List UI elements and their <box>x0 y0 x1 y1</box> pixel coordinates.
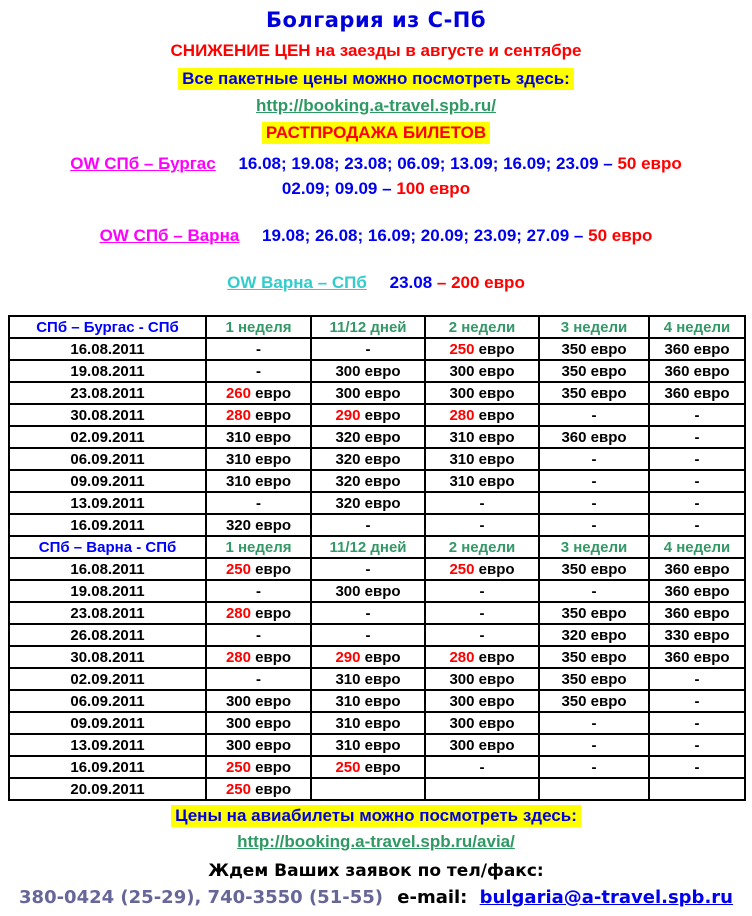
price-cell: - <box>539 734 649 756</box>
price-cell: 290 евро <box>311 646 425 668</box>
date-cell: 23.08.2011 <box>9 382 206 404</box>
ow-dates: 23.08 <box>389 273 433 292</box>
table-row <box>9 690 745 712</box>
price-cell: 300 евро <box>425 734 539 756</box>
price-cell: 320 евро <box>539 624 649 646</box>
price-cell: 280 евро <box>206 404 311 426</box>
sale-banner: РАСТПРОДАЖА БИЛЕТОВ <box>262 122 490 144</box>
date-cell: 16.09.2011 <box>9 514 206 536</box>
price-cell: - <box>311 514 425 536</box>
price-cell: 330 евро <box>649 624 745 646</box>
price-cell: 360 евро <box>649 646 745 668</box>
price-cell: 350 евро <box>539 646 649 668</box>
price-cell: 350 евро <box>539 690 649 712</box>
avia-link-line <box>0 832 752 852</box>
price-cell: 300 евро <box>206 734 311 756</box>
price-cell <box>425 778 539 800</box>
ow-price: – 200 евро <box>436 273 525 292</box>
price-cell: 360 евро <box>649 558 745 580</box>
date-cell: 19.08.2011 <box>9 360 206 382</box>
package-prices-label: Все пакетные цены можно посмотреть здесь: <box>178 68 574 90</box>
ow-dates: 19.08; 26.08; 16.09; 20.09; 23.09; 27.09 – <box>262 226 584 245</box>
date-cell: 09.09.2011 <box>9 470 206 492</box>
price-cell: - <box>539 448 649 470</box>
price-cell: - <box>425 492 539 514</box>
date-cell: 06.09.2011 <box>9 448 206 470</box>
ow-price: 100 евро <box>396 179 471 198</box>
avia-prices-label: Цены на авиабилеты можно посмотреть здесь: <box>171 805 581 827</box>
date-cell: 02.09.2011 <box>9 426 206 448</box>
price-cell: 320 евро <box>311 426 425 448</box>
table-row <box>9 624 745 646</box>
ow-route-burgas: OW СПб – Бургас <box>70 154 216 173</box>
price-cell: - <box>649 404 745 426</box>
table-row <box>9 426 745 448</box>
ow-route-varna: OW СПб – Варна <box>99 226 240 245</box>
email-label: e-mail: <box>397 887 468 908</box>
price-cell: 280 евро <box>425 646 539 668</box>
date-cell: 19.08.2011 <box>9 580 206 602</box>
ow-dates: 16.08; 19.08; 23.08; 06.09; 13.09; 16.09; 23.09 – <box>238 154 613 173</box>
price-cell: 310 евро <box>425 426 539 448</box>
date-cell: 09.09.2011 <box>9 712 206 734</box>
price-cell: 280 евро <box>206 646 311 668</box>
price-cell: 360 евро <box>649 580 745 602</box>
duration-header-cell: 4 недели <box>649 536 745 558</box>
page-title: Болгария из С-Пб <box>265 8 487 32</box>
price-cell: 360 евро <box>539 426 649 448</box>
route-header-cell: СПб – Варна - СПб <box>9 536 206 558</box>
price-cell: - <box>649 426 745 448</box>
price-cell: 310 евро <box>311 668 425 690</box>
table-row <box>9 470 745 492</box>
price-cell: - <box>425 756 539 778</box>
date-cell: 30.08.2011 <box>9 646 206 668</box>
table-row <box>9 580 745 602</box>
table-row <box>9 448 745 470</box>
table-section-header-row <box>9 316 745 338</box>
price-cell: - <box>311 558 425 580</box>
price-cell: - <box>425 624 539 646</box>
table-row <box>9 492 745 514</box>
date-cell: 06.09.2011 <box>9 690 206 712</box>
ow-route-varna-spb: OW Варна – СПб <box>227 273 367 292</box>
price-cell: 300 евро <box>206 690 311 712</box>
price-cell: - <box>206 624 311 646</box>
table-section-header-row <box>9 536 745 558</box>
package-prices-line <box>0 68 752 90</box>
price-drop-subtitle: СНИЖЕНИЕ ЦЕН на заезды в августе и сентябре <box>170 41 582 60</box>
price-cell: 320 евро <box>311 470 425 492</box>
table-row <box>9 668 745 690</box>
price-cell: 300 евро <box>311 382 425 404</box>
price-cell: 250 евро <box>425 338 539 360</box>
price-cell: - <box>425 580 539 602</box>
price-cell: 300 евро <box>425 690 539 712</box>
ow-offer-burgas-line2 <box>0 179 752 199</box>
price-cell: - <box>539 712 649 734</box>
duration-header-cell: 3 недели <box>539 536 649 558</box>
price-cell: 350 евро <box>539 338 649 360</box>
table-row <box>9 646 745 668</box>
price-cell: 300 евро <box>311 580 425 602</box>
price-cell: 350 евро <box>539 668 649 690</box>
price-cell: - <box>649 756 745 778</box>
price-cell: - <box>311 602 425 624</box>
price-cell: 260 евро <box>206 382 311 404</box>
price-cell: - <box>311 338 425 360</box>
price-cell: 320 евро <box>311 492 425 514</box>
date-cell: 30.08.2011 <box>9 404 206 426</box>
price-cell: 300 евро <box>425 712 539 734</box>
price-cell: 300 евро <box>311 360 425 382</box>
price-cell: - <box>649 712 745 734</box>
price-cell: - <box>649 492 745 514</box>
price-cell: - <box>206 668 311 690</box>
table-row <box>9 712 745 734</box>
avia-link[interactable]: http://booking.a-travel.spb.ru/avia/ <box>237 832 515 851</box>
price-cell <box>311 778 425 800</box>
table-row <box>9 338 745 360</box>
price-cell: 250 евро <box>206 756 311 778</box>
price-cell: 310 евро <box>425 448 539 470</box>
ow-price: 50 евро <box>617 154 682 173</box>
table-row <box>9 756 745 778</box>
table-row <box>9 360 745 382</box>
price-cell: 250 евро <box>311 756 425 778</box>
price-cell: - <box>206 338 311 360</box>
duration-header-cell: 4 недели <box>649 316 745 338</box>
price-cell: - <box>649 668 745 690</box>
price-cell: 320 евро <box>206 514 311 536</box>
price-cell: 250 евро <box>206 558 311 580</box>
table-row <box>9 382 745 404</box>
price-cell: 350 евро <box>539 382 649 404</box>
contacts-line <box>0 887 752 908</box>
table-row <box>9 514 745 536</box>
price-cell: 320 евро <box>311 448 425 470</box>
booking-link[interactable]: http://booking.a-travel.spb.ru/ <box>256 96 496 115</box>
date-cell: 23.08.2011 <box>9 602 206 624</box>
date-cell: 13.09.2011 <box>9 492 206 514</box>
price-cell: 350 евро <box>539 360 649 382</box>
price-cell: - <box>539 404 649 426</box>
price-cell: 360 евро <box>649 602 745 624</box>
ow-offer-burgas <box>0 154 752 174</box>
price-cell: 250 евро <box>425 558 539 580</box>
table-row <box>9 558 745 580</box>
price-cell: 250 евро <box>206 778 311 800</box>
price-cell: 300 евро <box>425 668 539 690</box>
price-cell: 310 евро <box>311 734 425 756</box>
phone-numbers: 380-0424 (25-29), 740-3550 (51-55) <box>19 887 383 908</box>
ow-offer-varna <box>0 226 752 246</box>
sale-banner-line <box>0 122 752 144</box>
date-cell: 16.08.2011 <box>9 558 206 580</box>
price-cell: - <box>649 448 745 470</box>
date-cell: 16.09.2011 <box>9 756 206 778</box>
price-cell <box>649 778 745 800</box>
table-row <box>9 602 745 624</box>
date-cell: 02.09.2011 <box>9 668 206 690</box>
duration-header-cell: 1 неделя <box>206 316 311 338</box>
price-cell: 300 евро <box>206 712 311 734</box>
table-row <box>9 734 745 756</box>
requests-line: Ждем Ваших заявок по тел/факс: <box>208 861 544 881</box>
price-cell: 310 евро <box>425 470 539 492</box>
price-cell: - <box>206 492 311 514</box>
duration-header-cell: 3 недели <box>539 316 649 338</box>
duration-header-cell: 2 недели <box>425 316 539 338</box>
price-cell: - <box>649 514 745 536</box>
table-row <box>9 778 745 800</box>
ow-dates: 02.09; 09.09 – <box>281 179 392 198</box>
price-cell: - <box>539 470 649 492</box>
duration-header-cell: 11/12 дней <box>311 536 425 558</box>
price-cell: - <box>539 756 649 778</box>
duration-header-cell: 11/12 дней <box>311 316 425 338</box>
duration-header-cell: 2 недели <box>425 536 539 558</box>
price-cell: 360 евро <box>649 338 745 360</box>
date-cell: 13.09.2011 <box>9 734 206 756</box>
price-cell: 310 евро <box>206 470 311 492</box>
price-cell: - <box>311 624 425 646</box>
price-cell: 350 евро <box>539 558 649 580</box>
date-cell: 26.08.2011 <box>9 624 206 646</box>
price-cell: 280 евро <box>425 404 539 426</box>
price-cell: 300 евро <box>425 360 539 382</box>
price-table-body <box>9 316 745 800</box>
duration-header-cell: 1 неделя <box>206 536 311 558</box>
price-cell: - <box>206 360 311 382</box>
booking-link-line <box>0 96 752 116</box>
price-cell: - <box>539 580 649 602</box>
price-cell: - <box>539 492 649 514</box>
table-row <box>9 404 745 426</box>
avia-prices-line <box>0 805 752 827</box>
price-cell: 310 евро <box>206 448 311 470</box>
price-cell: 280 евро <box>206 602 311 624</box>
route-header-cell: СПб – Бургас - СПб <box>9 316 206 338</box>
price-cell: - <box>649 734 745 756</box>
price-cell: 360 евро <box>649 382 745 404</box>
email-link[interactable]: bulgaria@a-travel.spb.ru <box>479 887 733 908</box>
price-cell: 350 евро <box>539 602 649 624</box>
price-table <box>8 315 746 801</box>
date-cell: 20.09.2011 <box>9 778 206 800</box>
price-cell: - <box>649 690 745 712</box>
price-cell: - <box>425 602 539 624</box>
price-cell: 310 евро <box>311 690 425 712</box>
price-cell: - <box>425 514 539 536</box>
price-cell: 360 евро <box>649 360 745 382</box>
price-cell: - <box>206 580 311 602</box>
price-cell: 290 евро <box>311 404 425 426</box>
price-cell: 310 евро <box>206 426 311 448</box>
date-cell: 16.08.2011 <box>9 338 206 360</box>
price-cell: 300 евро <box>425 382 539 404</box>
ow-price: 50 евро <box>588 226 653 245</box>
price-cell: - <box>649 470 745 492</box>
price-cell: 310 евро <box>311 712 425 734</box>
price-cell: - <box>539 514 649 536</box>
ow-offer-varna-spb <box>0 273 752 293</box>
price-cell <box>539 778 649 800</box>
